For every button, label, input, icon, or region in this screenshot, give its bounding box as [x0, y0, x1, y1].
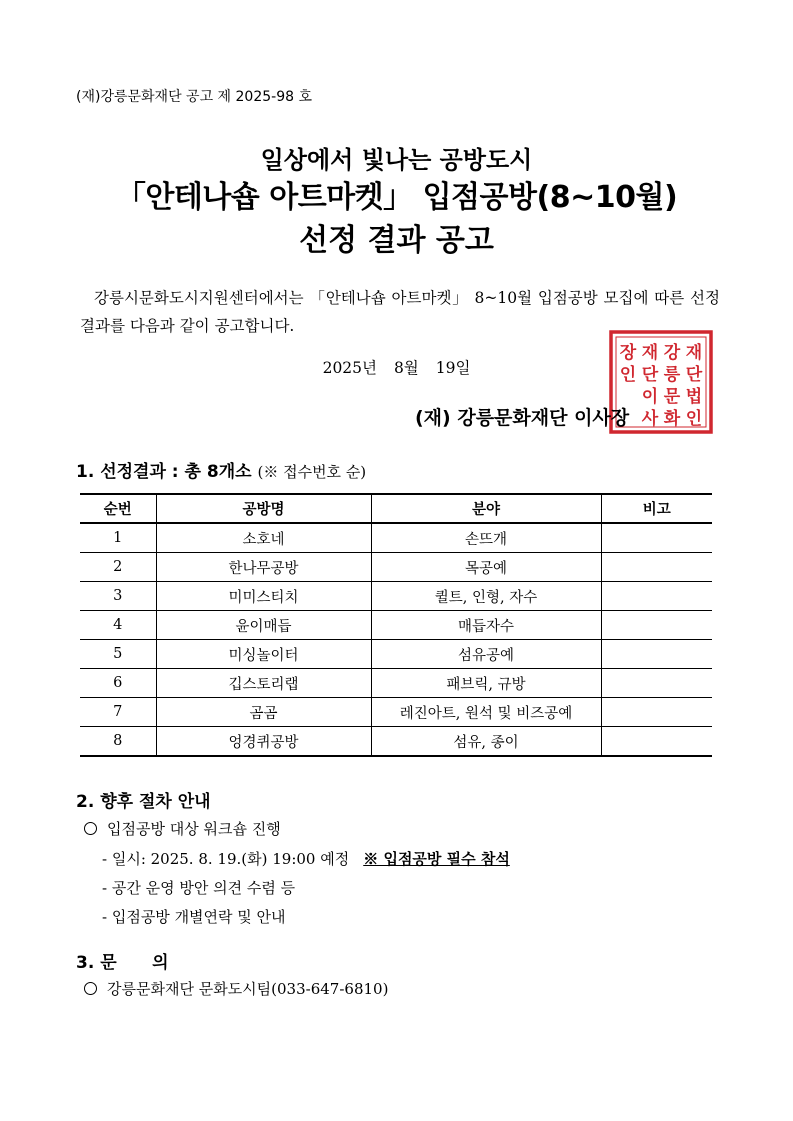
date-year: 2025년	[322, 359, 377, 377]
notice-number: (재)강릉문화재단 공고 제 2025-98 호	[76, 89, 312, 105]
table-cell: 7	[80, 698, 156, 727]
column-header: 공방명	[156, 494, 371, 523]
column-header: 비고	[601, 494, 712, 523]
table-row	[80, 698, 712, 727]
table-row	[80, 727, 712, 757]
table-row	[80, 582, 712, 611]
attendance-note: ※ 입점공방 필수 참석	[363, 850, 510, 868]
table-cell: 목공예	[371, 553, 601, 582]
table-cell: 소호네	[156, 523, 371, 553]
column-header: 분야	[371, 494, 601, 523]
seal-glyph: 릉	[663, 365, 681, 385]
table-cell	[601, 553, 712, 582]
seal-glyph: 단	[641, 365, 659, 385]
section-3-heading: 3. 문 의	[76, 953, 169, 973]
section-1-heading	[76, 457, 366, 482]
table-cell: 2	[80, 553, 156, 582]
table-cell: 퀼트, 인형, 자수	[371, 582, 601, 611]
procedure-schedule: - 일시: 2025. 8. 19.(화) 19:00 예정	[102, 850, 350, 868]
table-cell: 한나무공방	[156, 553, 371, 582]
table-cell: 손뜨개	[371, 523, 601, 553]
table-cell: 5	[80, 640, 156, 669]
table-cell: 4	[80, 611, 156, 640]
title-line-2: 「안테나숍 아트마켓」 입점공방(8~10월)	[115, 180, 678, 215]
seal-glyph: 인	[619, 365, 637, 385]
table-cell: 윤이매듭	[156, 611, 371, 640]
title-line-1: 일상에서 빛나는 공방도시	[260, 146, 533, 174]
procedure-sub-item	[102, 848, 510, 869]
table-cell: 8	[80, 727, 156, 757]
seal-glyph: 단	[685, 365, 703, 385]
table-row	[80, 611, 712, 640]
table-cell: 섬유, 종이	[371, 727, 601, 757]
circle-bullet-icon	[84, 822, 97, 835]
date-day: 19일	[435, 359, 471, 377]
section-1-note: (※ 접수번호 순)	[257, 463, 367, 481]
contact-text: 강릉문화재단 문화도시팀(033-647-6810)	[107, 980, 389, 998]
procedure-main-item	[84, 818, 281, 839]
intro-paragraph: 강릉시문화도시지원센터에서는 「안테나숍 아트마켓」 8~10월 입점공방 모집에 따른 선정결과를 다음과 같이 공고합니다.	[80, 289, 720, 335]
table-cell: 6	[80, 669, 156, 698]
table-row	[80, 523, 712, 553]
title-line-3: 선정 결과 공고	[299, 223, 494, 258]
date-month: 8월	[393, 359, 419, 377]
procedure-main-text: 입점공방 대상 워크숍 진행	[107, 820, 281, 838]
table-cell: 3	[80, 582, 156, 611]
procedure-sub-item: - 공간 운영 방안 의견 수렴 등	[102, 879, 296, 897]
table-cell: 섬유공예	[371, 640, 601, 669]
seal-glyph: 이	[641, 387, 659, 407]
section-1-title: 1. 선정결과 : 총 8개소	[76, 462, 252, 482]
circle-bullet-icon	[84, 982, 97, 995]
table-cell: 깁스토리랩	[156, 669, 371, 698]
section-2-heading: 2. 향후 절차 안내	[76, 792, 211, 812]
seal-glyph: 강	[663, 343, 681, 363]
table-row	[80, 669, 712, 698]
table-cell: 패브릭, 규방	[371, 669, 601, 698]
table-cell: 미싱놀이터	[156, 640, 371, 669]
seal-glyph: 사	[641, 409, 659, 429]
issuer-name: (재) 강릉문화재단 이사장	[415, 407, 630, 429]
table-cell: 1	[80, 523, 156, 553]
table-cell	[601, 669, 712, 698]
column-header: 순번	[80, 494, 156, 523]
procedure-sub-item: - 입점공방 개별연락 및 안내	[102, 908, 286, 926]
table-cell: 미미스티치	[156, 582, 371, 611]
seal-glyph: 인	[685, 409, 703, 429]
table-cell: 매듭자수	[371, 611, 601, 640]
table-cell: 곰곰	[156, 698, 371, 727]
table-cell	[601, 523, 712, 553]
table-cell	[601, 582, 712, 611]
seal-glyph: 장	[619, 343, 637, 363]
selection-result-table	[80, 493, 712, 757]
table-cell: 레진아트, 원석 및 비즈공예	[371, 698, 601, 727]
table-cell	[601, 611, 712, 640]
table-cell	[601, 698, 712, 727]
table-cell	[601, 727, 712, 757]
seal-glyph: 법	[685, 387, 703, 407]
seal-glyph: 재	[685, 343, 703, 363]
table-header-row	[80, 494, 712, 523]
table-row	[80, 553, 712, 582]
table-cell: 엉경퀴공방	[156, 727, 371, 757]
contact-item	[84, 978, 388, 999]
seal-glyph: 화	[663, 409, 681, 429]
table-row	[80, 640, 712, 669]
seal-glyph: 재	[641, 343, 659, 363]
seal-glyph: 문	[663, 387, 681, 407]
table-cell	[601, 640, 712, 669]
